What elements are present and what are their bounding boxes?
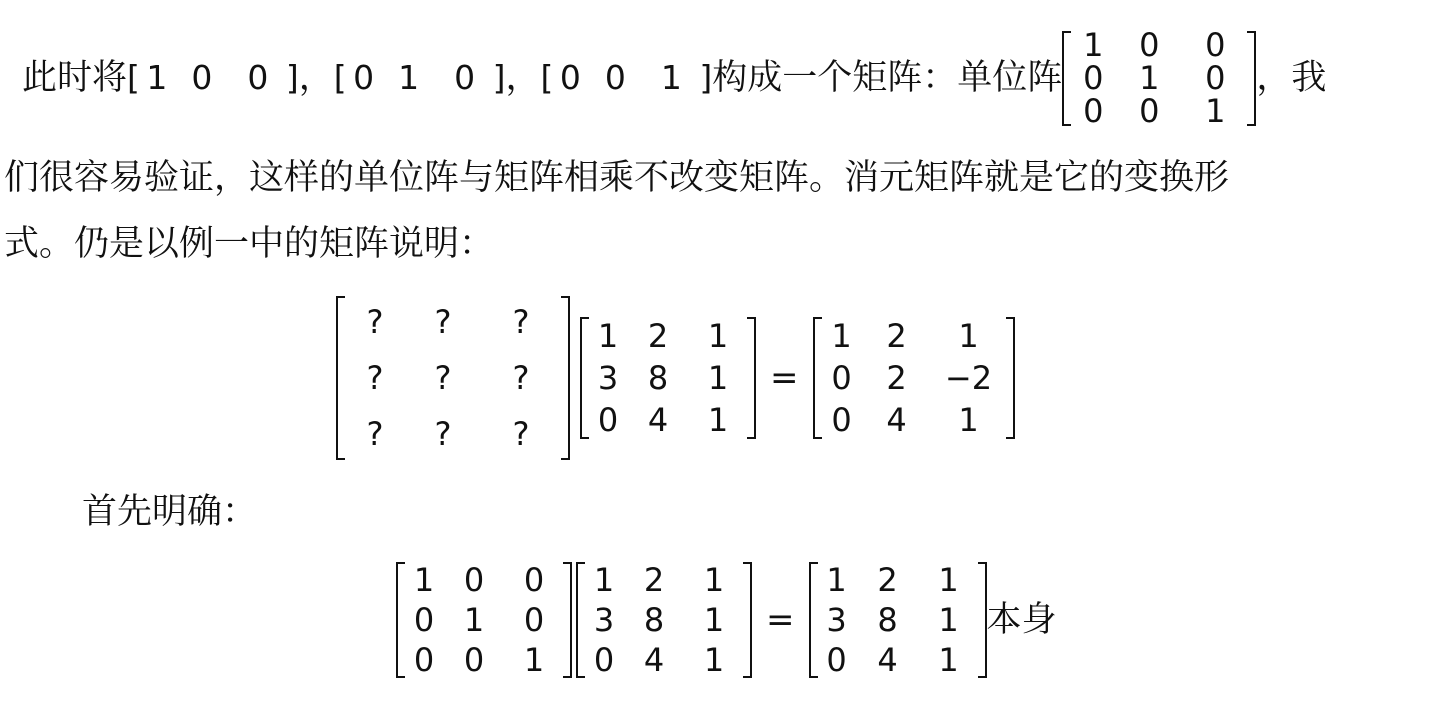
matrix-cell: ?	[434, 359, 452, 397]
vec2-a: 0	[353, 58, 375, 97]
matrix-cell: 0	[826, 641, 847, 679]
line1-prefix: 此时将	[22, 58, 128, 98]
vec3-a: 0	[559, 58, 581, 97]
matrix-cell: 3	[597, 359, 619, 397]
unknown-matrix	[336, 294, 570, 462]
vec2-b: 1	[398, 58, 420, 97]
line1-suffix: ，我	[1256, 58, 1327, 98]
matrix-cell: 1	[703, 561, 725, 599]
bracket-close: ]	[285, 58, 299, 97]
matrix-a	[580, 315, 756, 441]
matrix-cell: 1	[707, 317, 729, 355]
matrix-cell: 1	[1083, 25, 1104, 64]
line1-sep1: ，	[298, 58, 334, 98]
matrix-cell: ?	[366, 359, 384, 397]
line1-sep2: ，	[505, 58, 541, 98]
vec1-b: 0	[191, 58, 213, 97]
matrix-cell: 4	[643, 641, 665, 679]
matrix-cell: 8	[877, 601, 898, 639]
paragraph-line-3: 式。仍是以例一中的矩阵说明：	[4, 224, 495, 264]
matrix-cell: 8	[647, 359, 669, 397]
line-2	[4, 156, 1229, 200]
matrix-cell: 2	[886, 317, 907, 355]
matrix-cell: 1	[413, 561, 435, 599]
matrix-cell: 2	[886, 359, 907, 397]
matrix-cell: 1	[707, 359, 729, 397]
matrix-cell: 1	[938, 561, 959, 599]
matrix-cell: 2	[877, 561, 898, 599]
matrix-cell: 1	[463, 601, 485, 639]
matrix-cell: ?	[366, 303, 384, 341]
vec3-b: 0	[604, 58, 626, 97]
matrix-cell: 1	[597, 317, 619, 355]
bracket-open: [	[540, 58, 554, 97]
row-vector-2	[334, 56, 506, 100]
matrix-cell: 2	[643, 561, 665, 599]
matrix-cell: 1	[707, 401, 729, 439]
matrix-cell: 0	[463, 561, 485, 599]
matrix-cell: ?	[434, 303, 452, 341]
matrix-cell: −2	[944, 359, 993, 397]
identity-matrix	[396, 560, 572, 680]
matrix-cell: ?	[512, 359, 530, 397]
matrix-cell: 4	[877, 641, 898, 679]
matrix-cell: 3	[826, 601, 847, 639]
vec1-a: 1	[146, 58, 168, 97]
matrix-cell: 0	[1083, 91, 1104, 130]
row-vector-3	[541, 56, 713, 100]
equals-sign: =	[770, 358, 799, 398]
matrix-cell: 0	[463, 641, 485, 679]
equation-1	[336, 294, 1015, 462]
vec1-c: 0	[247, 58, 269, 97]
equals-sign: =	[766, 600, 795, 640]
line-3	[4, 222, 494, 266]
matrix-cell: ?	[512, 415, 530, 453]
bracket-open: [	[127, 58, 140, 97]
vec2-c: 0	[454, 58, 476, 97]
line-4	[82, 490, 257, 534]
matrix-cell: 0	[1205, 58, 1226, 97]
matrix-cell: 2	[647, 317, 669, 355]
matrix-cell: 1	[593, 561, 615, 599]
matrix-cell: 1	[958, 401, 979, 439]
matrix-cell: 1	[938, 601, 959, 639]
result-matrix	[809, 560, 987, 680]
matrix-cell: 0	[1139, 25, 1160, 64]
matrix-cell: 3	[593, 601, 615, 639]
matrix-cell: 0	[831, 359, 852, 397]
matrix-cell: ?	[512, 303, 530, 341]
matrix-cell: 0	[1139, 91, 1160, 130]
matrix-cell: 1	[703, 601, 725, 639]
identity-matrix-inline	[1062, 25, 1256, 130]
matrix-cell: 1	[831, 317, 852, 355]
equation2-suffix: 本身	[986, 600, 1057, 640]
result-matrix	[813, 315, 1015, 441]
matrix-cell: 1	[1205, 91, 1226, 130]
vec3-c: 1	[660, 58, 682, 97]
matrix-cell: 0	[597, 401, 619, 439]
matrix-cell: 1	[703, 641, 725, 679]
line-1	[22, 25, 1327, 130]
matrix-cell: 4	[647, 401, 669, 439]
line1-middle: 构成一个矩阵：单位阵	[712, 58, 1063, 98]
matrix-cell: 0	[1083, 58, 1104, 97]
matrix-cell: 0	[413, 641, 435, 679]
matrix-cell: ?	[434, 415, 452, 453]
matrix-cell: ?	[366, 415, 384, 453]
matrix-cell: 1	[1139, 58, 1160, 97]
matrix-cell: 1	[523, 641, 545, 679]
matrix-cell: 0	[523, 561, 545, 599]
matrix-cell: 1	[826, 561, 847, 599]
matrix-cell: 0	[1205, 25, 1226, 64]
equation-2	[396, 560, 1057, 680]
matrix-cell: 8	[643, 601, 665, 639]
row-vector-1	[127, 56, 299, 100]
matrix-cell: 1	[958, 317, 979, 355]
matrix-cell: 1	[938, 641, 959, 679]
bracket-open: [	[333, 58, 347, 97]
paragraph-line-2: 们很容易验证，这样的单位阵与矩阵相乘不改变矩阵。消元矩阵就是它的变换形	[4, 158, 1230, 198]
matrix-cell: 0	[593, 641, 615, 679]
matrix-cell: 0	[413, 601, 435, 639]
bracket-close: ]	[699, 58, 713, 97]
matrix-cell: 0	[831, 401, 852, 439]
bracket-close: ]	[492, 58, 506, 97]
matrix-cell: 0	[523, 601, 545, 639]
paragraph-line-4: 首先明确：	[82, 492, 258, 532]
matrix-cell: 4	[886, 401, 907, 439]
matrix-a	[576, 560, 752, 680]
